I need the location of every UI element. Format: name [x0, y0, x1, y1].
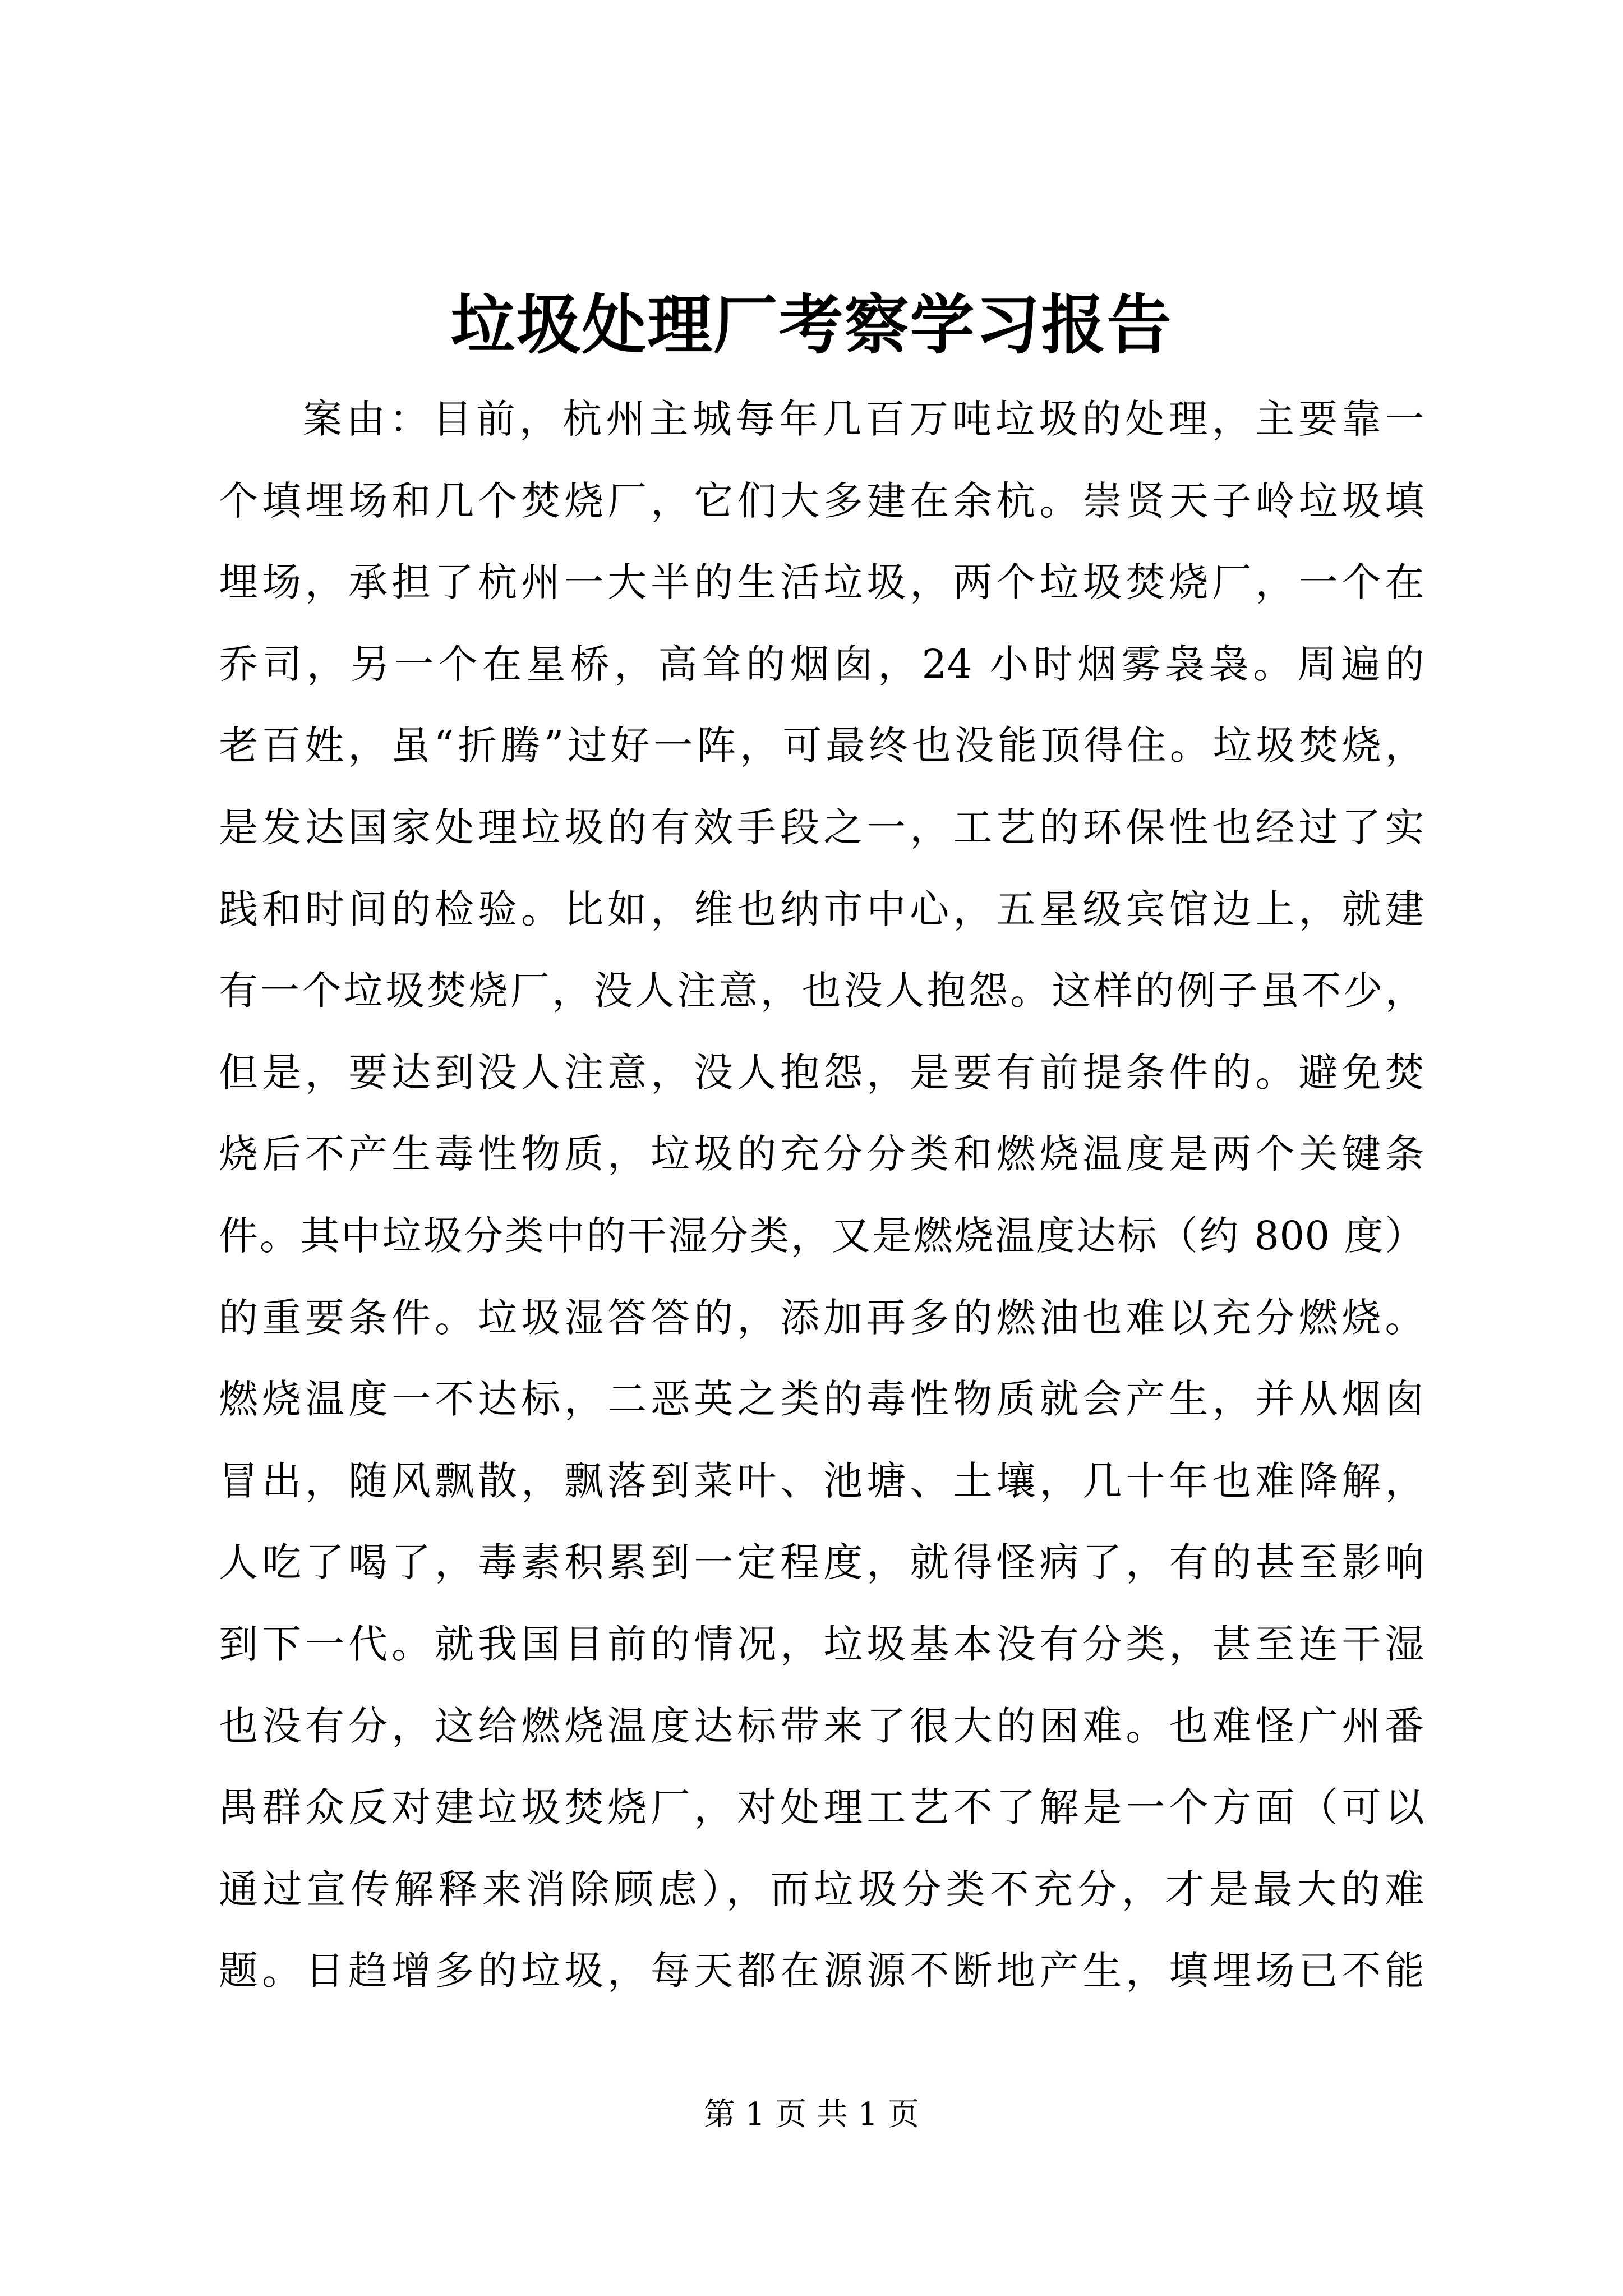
- document-title: 垃圾处理厂考察学习报告: [450, 287, 1173, 363]
- page-number: 第 1 页 共 1 页: [703, 2096, 920, 2133]
- body-line: 冒出，随风飘散，飘落到菜叶、池塘、土壤，几十年也难降解，: [219, 1457, 1424, 1504]
- body-line: 但是，要达到没人注意，没人抱怨，是要有前提条件的。避免焚: [219, 1049, 1424, 1096]
- body-line: 烧后不产生毒性物质，垃圾的充分分类和燃烧温度是两个关键条: [219, 1131, 1424, 1177]
- document-body: [219, 379, 1424, 2012]
- body-line: 的重要条件。垃圾湿答答的，添加再多的燃油也难以充分燃烧。: [219, 1294, 1424, 1341]
- body-line: 践和时间的检验。比如，维也纳市中心，五星级宾馆边上，就建: [219, 886, 1424, 932]
- body-line: 通过宣传解释来消除顾虑），而垃圾分类不充分，才是最大的难: [219, 1866, 1424, 1912]
- body-line: 也没有分，这给燃烧温度达标带来了很大的困难。也难怪广州番: [219, 1703, 1424, 1749]
- body-line: 到下一代。就我国目前的情况，垃圾基本没有分类，甚至连干湿: [219, 1621, 1424, 1667]
- body-line: 燃烧温度一不达标，二恶英之类的毒性物质就会产生，并从烟囱: [219, 1376, 1424, 1423]
- body-line: 乔司，另一个在星桥，高耸的烟囱，24 小时烟雾袅袅。周遍的: [219, 641, 1424, 687]
- body-line: 是发达国家处理垃圾的有效手段之一，工艺的环保性也经过了实: [219, 804, 1424, 850]
- body-line: 老百姓，虽“折腾”过好一阵，可最终也没能顶得住。垃圾焚烧，: [219, 723, 1424, 769]
- body-line: 案由：目前，杭州主城每年几百万吨垃圾的处理，主要靠一: [303, 396, 1424, 442]
- body-line: 埋场，承担了杭州一大半的生活垃圾，两个垃圾焚烧厂，一个在: [219, 559, 1424, 606]
- body-line: 禺群众反对建垃圾焚烧厂，对处理工艺不了解是一个方面（可以: [219, 1784, 1424, 1831]
- body-line: 件。其中垃圾分类中的干湿分类，又是燃烧温度达标（约 800 度）: [219, 1212, 1424, 1259]
- body-line: 人吃了喝了，毒素积累到一定程度，就得怪病了，有的甚至影响: [219, 1539, 1424, 1586]
- body-line: 个填埋场和几个焚烧厂，它们大多建在余杭。崇贤天子岭垃圾填: [219, 477, 1424, 524]
- body-line: 有一个垃圾焚烧厂，没人注意，也没人抱怨。这样的例子虽不少，: [219, 968, 1424, 1014]
- body-line: 题。日趋增多的垃圾，每天都在源源不断地产生，填埋场已不能: [219, 1948, 1424, 1994]
